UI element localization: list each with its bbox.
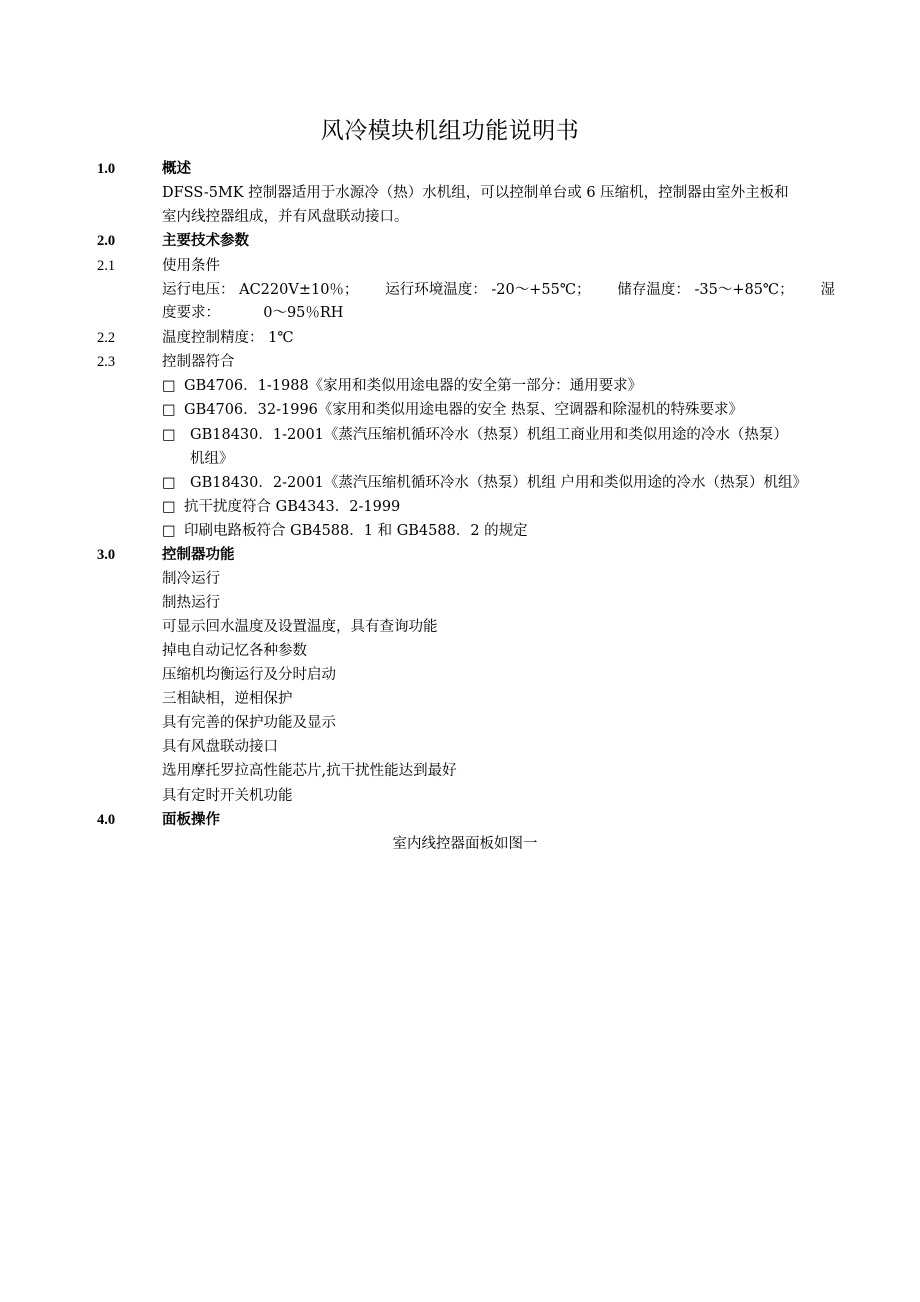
overview-paragraph-line-1: DFSS-5MK 控制器适用于水源冷（热）水机组，可以控制单台或 6 压缩机，控制器由室外主板和 xyxy=(162,185,789,201)
function-item: 掉电自动记忆各种参数 xyxy=(162,643,307,659)
standard-item-text: 印刷电路板符合 GB4588．1 和 GB4588．2 的规定 xyxy=(184,523,528,539)
section-heading-specs: 主要技术参数 xyxy=(162,232,249,249)
humidity-line xyxy=(162,302,343,324)
function-item: 具有定时开关机功能 xyxy=(162,788,293,804)
function-item: 具有完善的保护功能及显示 xyxy=(162,715,336,731)
subsection-number-2-2: 2.2 xyxy=(97,330,116,346)
standard-item-continuation: 机组》 xyxy=(190,451,234,467)
function-item: 压缩机均衡运行及分时启动 xyxy=(162,667,336,683)
subsection-number-2-3: 2.3 xyxy=(97,354,116,370)
standard-item-text: GB4706．32-1996《家用和类似用途电器的安全 热泵、空调器和除湿机的特殊要求》 xyxy=(184,402,743,418)
standard-item-text: GB18430．2-2001《蒸汽压缩机循环冷水（热泵）机组 户用和类似用途的冷水（热泵）机组》 xyxy=(190,475,807,491)
standard-item xyxy=(162,471,842,495)
section-number-4: 4.0 xyxy=(97,812,116,828)
figure-caption: 室内线控器面板如图一 xyxy=(392,836,538,852)
checkbox-icon: □ xyxy=(162,378,176,394)
section-heading-panel: 面板操作 xyxy=(162,811,220,828)
checkbox-icon: □ xyxy=(162,523,176,539)
humidity-label-start: 湿 xyxy=(820,282,835,298)
checkbox-icon: □ xyxy=(162,427,176,443)
section-number-1: 1.0 xyxy=(97,161,116,177)
overview-paragraph-line-2: 室内线控器组成，并有风盘联动接口。 xyxy=(162,209,409,225)
standard-item-text: 抗干扰度符合 GB4343．2-1999 xyxy=(184,499,401,515)
subsection-number-2-1: 2.1 xyxy=(97,258,116,274)
standard-item xyxy=(162,423,842,471)
standard-item-text: GB18430．1-2001《蒸汽压缩机循环冷水（热泵）机组工商业用和类似用途的冷水（热泵） xyxy=(190,427,788,443)
standard-item-text: GB4706．1-1988《家用和类似用途电器的安全第一部分：通用要求》 xyxy=(184,378,643,394)
operating-conditions-line xyxy=(162,279,835,301)
function-item: 制冷运行 xyxy=(162,571,220,587)
function-item: 制热运行 xyxy=(162,595,220,611)
function-item: 具有风盘联动接口 xyxy=(162,739,278,755)
standard-item xyxy=(162,375,642,398)
section-number-2: 2.0 xyxy=(97,233,116,249)
operating-env-temp: 运行环境温度： -20～+55℃； xyxy=(385,282,591,298)
standard-item xyxy=(162,399,743,422)
standard-item xyxy=(162,496,400,519)
checkbox-icon: □ xyxy=(162,402,176,418)
humidity-value: 0～95％RH xyxy=(263,305,344,321)
document-title: 风冷模块机组功能说明书 xyxy=(320,118,580,144)
function-item: 选用摩托罗拉高性能芯片,抗干扰性能达到最好 xyxy=(162,763,457,779)
section-heading-functions: 控制器功能 xyxy=(162,546,235,563)
section-heading-overview: 概述 xyxy=(162,160,191,177)
temperature-accuracy: 温度控制精度： 1℃ xyxy=(162,330,294,346)
subsection-label-conditions: 使用条件 xyxy=(162,258,220,274)
standard-item xyxy=(162,520,528,543)
subsection-label-standards: 控制器符合 xyxy=(162,354,235,370)
checkbox-icon: □ xyxy=(162,499,176,515)
storage-temp: 储存温度： -35～+85℃； xyxy=(617,282,794,298)
function-item: 三相缺相，逆相保护 xyxy=(162,691,293,707)
function-item: 可显示回水温度及设置温度，具有查询功能 xyxy=(162,619,438,635)
checkbox-icon: □ xyxy=(162,475,176,491)
humidity-label-end: 度要求： xyxy=(162,305,220,321)
operating-voltage: 运行电压： AC220V±10％； xyxy=(162,282,359,298)
section-number-3: 3.0 xyxy=(97,547,116,563)
